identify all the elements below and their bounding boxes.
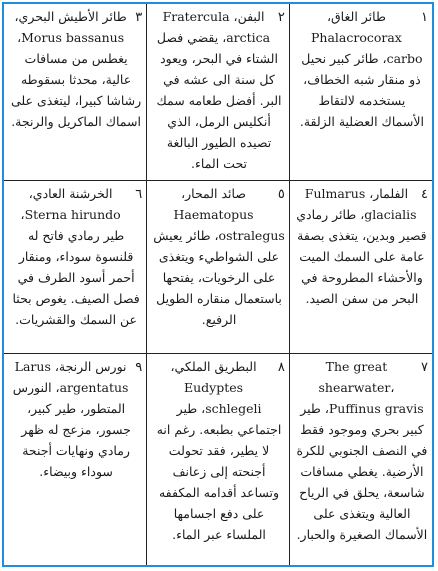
species-sheet [2, 2, 434, 567]
cell-number: ٥ [277, 187, 285, 202]
cell-number: ٨ [277, 360, 285, 375]
cell-description: الخرشنة العادي، Sterna hirundo، طير رمادي فاتح له قلنسوة سوداء، ومنقار أحمر أسود الطرف في فصل الصيف. يغوص بحثا عن السمك والقشريات. [12, 186, 140, 327]
cell-number: ١ [421, 10, 428, 25]
species-cell-8 [147, 354, 290, 566]
species-grid [4, 4, 432, 565]
cell-number: ٣ [135, 10, 143, 25]
cell-description: طائر الأطيش البحري، Morus bassanus، يغطس من مسافات عالية، محدثا بسقوطه رشاشا كبيرا، ليتغذى على اسماك الماكريل والرنجة. [11, 9, 142, 129]
cell-description: نورس الرنجة، Larus argentatus، النورس المتطور، طير كبير، جسور، مزعج له ظهر رمادي ونهايات أجنحة سوداء وبيضاء. [12, 359, 131, 479]
species-cell-2 [147, 4, 290, 181]
cell-number: ٦ [135, 187, 143, 202]
species-cell-1 [289, 4, 432, 181]
species-cell-6 [4, 181, 147, 354]
grid-row [4, 181, 432, 354]
species-cell-7 [289, 354, 432, 566]
species-cell-5 [147, 181, 290, 354]
cell-number: ٧ [421, 360, 428, 375]
species-cell-4 [289, 181, 432, 354]
species-cell-3 [4, 4, 147, 181]
cell-number: ٤ [421, 187, 428, 202]
cell-number: ٢ [277, 10, 285, 25]
cell-description: صائد المحار، Haematopus ostralegus، طائر يعيش على الشواطيء ويتغذى على الرخويات، يفتحها باستعمال منقاره الطويل الرفيع. [153, 186, 285, 327]
grid-row [4, 354, 432, 566]
cell-description: الفلمار، Fulmarus glacialis، طائر رمادي قصير وبدين، يتغذى بصفة عامة على السمك الميت والأحشاء المطروحة في البحر من سفن الصيد. [296, 186, 427, 306]
grid-row [4, 4, 432, 181]
species-cell-9 [4, 354, 147, 566]
cell-number: ٩ [135, 360, 143, 375]
cell-description: طائر الغاق، Phalacrocorax carbo، طائر كبير نحيل ذو منقار شبه الخطاف، يستخدمه لالتقاط الأسماك العضلية الزلقة. [299, 9, 424, 129]
cell-description: البفن، Fratercula arctica، يقضي فصل الشتاء في البحر، ويعود كل سنة الى عشه في البر. أفضل طعامه سمك أنكليس الرمل، الذي تصيده الطيور البالغة تحت الماء. [156, 9, 282, 171]
cell-description: البطريق الملكي، Eudyptes schlegeli، طير اجتماعي بطبعه. رغم انه لا يطير، فقد تحولت أجنحته إلى زعانف وتساعد أقدامه المكففه على دفع اجسامها الملساء عبر الماء. [156, 359, 282, 542]
cell-description: The great shearwater، Puffinus gravis، طير كبير بحري وموجود فقط في النصف الجنوبي للكرة الأرضية. يغطي مسافات شاسعة، يحلق في الرياح العالية ويتغذى على الأسماك الصغيرة والحبار. [296, 359, 428, 542]
